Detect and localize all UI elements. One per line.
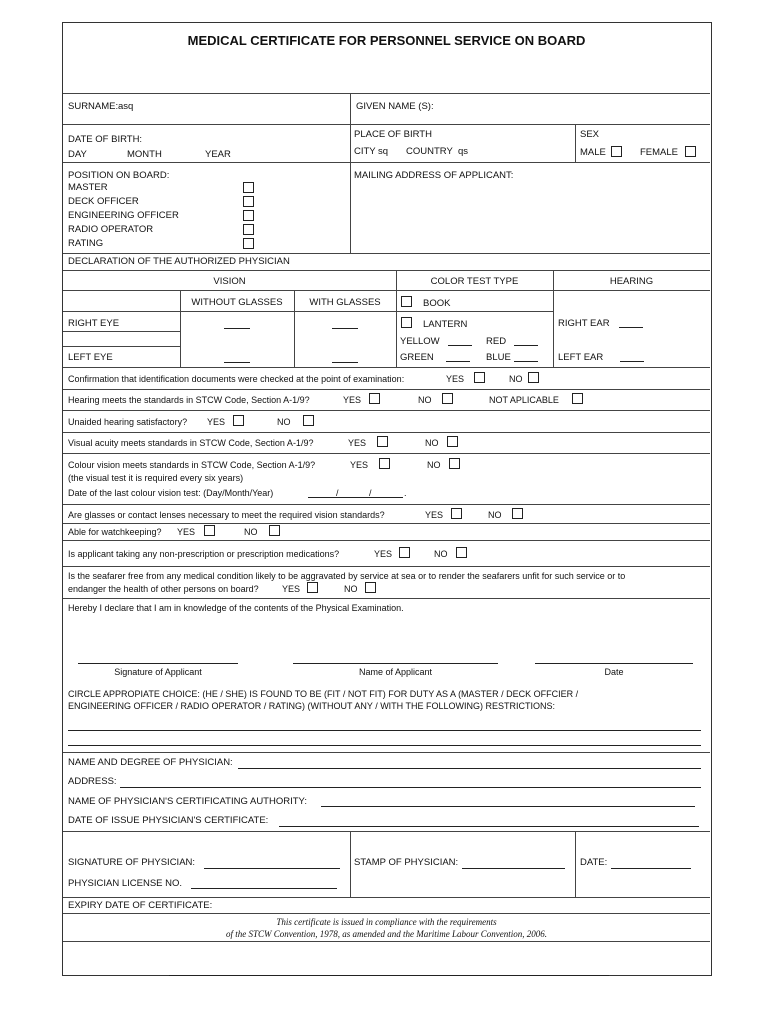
q9-yes-label: YES bbox=[282, 584, 301, 594]
colour-vision-test-date-field[interactable] bbox=[308, 497, 403, 498]
q8-yes-label: YES bbox=[374, 549, 393, 559]
left-eye-with-glasses-field[interactable] bbox=[332, 362, 358, 363]
vision-header: VISION bbox=[213, 276, 246, 287]
q6-glasses-text: Are glasses or contact lenses necessary to meet the required vision standards? bbox=[68, 510, 385, 520]
physician-date-label: DATE: bbox=[580, 857, 608, 868]
certificating-authority-field[interactable] bbox=[321, 806, 695, 807]
q3-no-label: NO bbox=[277, 417, 291, 427]
q7-watchkeeping-text: Able for watchkeeping? bbox=[68, 527, 162, 537]
q2-yes-checkbox[interactable] bbox=[369, 393, 380, 404]
q7-no-checkbox[interactable] bbox=[269, 525, 280, 536]
dob-year-label: YEAR bbox=[205, 149, 231, 160]
book-checkbox[interactable] bbox=[401, 296, 412, 307]
physician-license-label: PHYSICIAN LICENSE NO. bbox=[68, 878, 183, 889]
q5-date-label: Date of the last colour vision test: (Day/Month/Year) bbox=[68, 488, 274, 498]
green-field[interactable] bbox=[446, 361, 470, 362]
physician-address-field[interactable] bbox=[120, 787, 701, 788]
declaration-label: DECLARATION OF THE AUTHORIZED PHYSICIAN bbox=[68, 256, 290, 267]
red-label: RED bbox=[486, 336, 507, 347]
q2-no-checkbox[interactable] bbox=[442, 393, 453, 404]
q4-yes-label: YES bbox=[348, 438, 367, 448]
surname-field[interactable]: asq bbox=[118, 101, 134, 112]
physician-license-field[interactable] bbox=[191, 888, 337, 889]
right-ear-label: RIGHT EAR bbox=[558, 318, 610, 329]
q6-no-label: NO bbox=[488, 510, 502, 520]
date-label: Date bbox=[604, 667, 624, 677]
position-engineering-officer-checkbox[interactable] bbox=[243, 210, 254, 221]
position-deck-officer-checkbox[interactable] bbox=[243, 196, 254, 207]
yellow-field[interactable] bbox=[448, 345, 472, 346]
country-field[interactable]: qs bbox=[458, 146, 469, 157]
applicant-name-line[interactable] bbox=[293, 663, 498, 664]
q1-no-label: NO bbox=[509, 374, 523, 384]
q3-yes-label: YES bbox=[207, 417, 226, 427]
blue-field[interactable] bbox=[514, 361, 538, 362]
q5-no-label: NO bbox=[427, 460, 441, 470]
physician-stamp-label: STAMP OF PHYSICIAN: bbox=[354, 857, 459, 868]
q5-yes-checkbox[interactable] bbox=[379, 458, 390, 469]
compliance-statement-2: of the STCW Convention, 1978, as amended and the Maritime Labour Convention, 2006. bbox=[226, 929, 547, 939]
place-of-birth-label: PLACE OF BIRTH bbox=[354, 129, 432, 140]
compliance-statement: This certificate is issued in compliance with the requirements bbox=[276, 917, 497, 927]
right-eye-label: RIGHT EYE bbox=[68, 318, 120, 329]
q8-yes-checkbox[interactable] bbox=[399, 547, 410, 558]
left-ear-field[interactable] bbox=[620, 361, 644, 362]
q9-yes-checkbox[interactable] bbox=[307, 582, 318, 593]
position-radio-operator-checkbox[interactable] bbox=[243, 224, 254, 235]
q4-yes-checkbox[interactable] bbox=[377, 436, 388, 447]
q6-no-checkbox[interactable] bbox=[512, 508, 523, 519]
q1-no-checkbox[interactable] bbox=[528, 372, 539, 383]
restrictions-line-2[interactable] bbox=[68, 745, 701, 746]
signature-of-applicant-label: Signature of Applicant bbox=[114, 667, 202, 677]
position-master-checkbox[interactable] bbox=[243, 182, 254, 193]
name-of-applicant-label: Name of Applicant bbox=[358, 667, 433, 677]
position-engineering-officer-label: ENGINEERING OFFICER bbox=[68, 210, 179, 221]
physician-signature-field[interactable] bbox=[204, 868, 340, 869]
circle-choice-text-2: ENGINEERING OFFICER / RADIO OPERATOR / RATING) (WITHOUT ANY / WITH THE FOLLOWING) RESTRICTIONS: bbox=[68, 701, 556, 711]
physician-name-degree-label: NAME AND DEGREE OF PHYSICIAN: bbox=[68, 757, 233, 768]
q8-medications-text: Is applicant taking any non-prescription or prescription medications? bbox=[68, 549, 340, 559]
left-ear-label: LEFT EAR bbox=[558, 352, 604, 363]
q9-no-label: NO bbox=[344, 584, 358, 594]
hereby-declaration-text: Hereby I declare that I am in knowledge of the contents of the Physical Examination. bbox=[68, 603, 404, 613]
applicant-signature-line[interactable] bbox=[78, 663, 238, 664]
color-test-header: COLOR TEST TYPE bbox=[430, 276, 519, 287]
restrictions-line-1[interactable] bbox=[68, 730, 701, 731]
q1-yes-label: YES bbox=[446, 374, 465, 384]
q5-yes-label: YES bbox=[350, 460, 369, 470]
q1-identification-text: Confirmation that identification documents were checked at the point of examination: bbox=[68, 374, 405, 384]
form-title: MEDICAL CERTIFICATE FOR PERSONNEL SERVICE ON BOARD bbox=[187, 33, 586, 48]
q6-yes-label: YES bbox=[425, 510, 444, 520]
position-master-label: MASTER bbox=[68, 182, 108, 193]
position-rating-label: RATING bbox=[68, 238, 104, 249]
with-glasses-header: WITH GLASSES bbox=[309, 297, 381, 308]
applicant-date-line[interactable] bbox=[535, 663, 693, 664]
physician-address-label: ADDRESS: bbox=[68, 776, 117, 787]
country-label: COUNTRY bbox=[406, 146, 453, 157]
right-eye-without-glasses-field[interactable] bbox=[224, 328, 250, 329]
q3-yes-checkbox[interactable] bbox=[233, 415, 244, 426]
mailing-address-label: MAILING ADDRESS OF APPLICANT: bbox=[354, 170, 514, 181]
q3-unaided-hearing-text: Unaided hearing satisfactory? bbox=[68, 417, 188, 427]
q5-note-text: (the visual test it is required every six years) bbox=[68, 473, 244, 483]
q5-no-checkbox[interactable] bbox=[449, 458, 460, 469]
left-eye-without-glasses-field[interactable] bbox=[224, 362, 250, 363]
red-field[interactable] bbox=[514, 345, 538, 346]
expiry-date-label: EXPIRY DATE OF CERTIFICATE: bbox=[68, 900, 213, 911]
dob-day-label: DAY bbox=[68, 149, 87, 160]
blue-label: BLUE bbox=[486, 352, 511, 363]
dob-month-label: MONTH bbox=[127, 149, 162, 160]
q2-not-applicable-label: NOT APLICABLE bbox=[489, 395, 559, 405]
surname-label: SURNAME: bbox=[68, 101, 119, 112]
certificating-authority-label: NAME OF PHYSICIAN'S CERTIFICATING AUTHORITY: bbox=[68, 796, 307, 807]
lantern-checkbox[interactable] bbox=[401, 317, 412, 328]
medical-certificate-form: MEDICAL CERTIFICATE FOR PERSONNEL SERVICE ON BOARD SURNAME: asq GIVEN NAME (S): DATE OF BIRTH: DAY MONTH YEAR PLACE OF BIRTH CITY sq COUNTRY qs SEX MALE FEMALE POSITION ON BOARD: MASTER DECK OFFICER ENGINEERING OFFICER RADIO OPERATOR RATING MAILING ADDRESS OF APPLICANT: DECLARATION OF THE AUTHORIZED PHYSICIAN VISION COLOR TEST TYPE HEARING WITHOUT GLASSES WITH GLASSES RIGHT EYE LEFT EYE BOOK LANTERN YELLOW RED GREEN BLUE RIGHT EAR LEFT EAR Confirmation that identification documents were checked at the point of examination: YES NO Hearing meets the standards in STCW Code, Section A-1/9? YES NO NOT APLICABLE Unaided hearing satisfactory? YES NO Visual acuity meets standards in STCW Code, Section A-1/9? YES NO Colour vision meets standards in STCW Code, Section A-1/9? YES NO (the visual test it is required every six years) Date of the last colour vision test: (Day/Month/Year) / / . Are glasses or contact lenses necessary to meet the required vision standards? YES NO Able for watchkeeping? YES NO Is applicant taking any non-prescription or prescription medications? YES NO Is the seafarer free from any medical condition likely to be aggravated by service at sea or to render the seafarers unfit for such service or to endanger the health of other persons on board? YES NO Hereby I declare that I am in knowledge of the contents of the Physical Examination. Signature of Applicant Name of Applicant Date CIRCLE APPROPIATE CHOICE: (HE / SHE) IS FOUND TO BE (FIT / NOT FIT) FOR DUTY AS A (MASTER / DECK OFFCIER / ENGINEERING OFFICER / RADIO OPERATOR / RATING) (WITHOUT ANY / WITH THE FOLLOWING) RESTRICTIONS: NAME AND DEGREE OF PHYSICIAN: ADDRESS: NAME OF PHYSICIAN'S CERTIFICATING AUTHORITY: DATE OF ISSUE PHYSICIAN'S CERTIFICATE: SIGNATURE OF PHYSICIAN: STAMP OF PHYSICIAN: DATE: PHYSICIAN LICENSE NO. EXPIRY DATE OF CERTIFICATE: This certificate is issued in compliance with the requirements of the STCW Convention, 1978, as amended and the Maritime Labour Convention, 2006. bbox=[62, 22, 712, 976]
circle-choice-text: CIRCLE APPROPIATE CHOICE: (HE / SHE) IS FOUND TO BE (FIT / NOT FIT) FOR DUTY AS A (MASTER / DECK OFFCIER / bbox=[68, 689, 579, 699]
hearing-header: HEARING bbox=[609, 276, 654, 287]
lantern-label: LANTERN bbox=[423, 319, 468, 330]
male-label: MALE bbox=[580, 147, 606, 158]
q8-no-checkbox[interactable] bbox=[456, 547, 467, 558]
q9-medical-condition-text-2: endanger the health of other persons on board? bbox=[68, 584, 259, 594]
given-name-label: GIVEN NAME (S): bbox=[356, 101, 434, 112]
without-glasses-header: WITHOUT GLASSES bbox=[191, 297, 283, 308]
position-label: POSITION ON BOARD: bbox=[68, 170, 170, 181]
position-deck-officer-label: DECK OFFICER bbox=[68, 196, 139, 207]
q7-yes-label: YES bbox=[177, 527, 196, 537]
left-eye-label: LEFT EYE bbox=[68, 352, 113, 363]
position-radio-operator-label: RADIO OPERATOR bbox=[68, 224, 154, 235]
female-checkbox[interactable] bbox=[685, 146, 696, 157]
q7-no-label: NO bbox=[244, 527, 258, 537]
position-rating-checkbox[interactable] bbox=[243, 238, 254, 249]
physician-signature-label: SIGNATURE OF PHYSICIAN: bbox=[68, 857, 196, 868]
right-ear-field[interactable] bbox=[619, 327, 643, 328]
green-label: GREEN bbox=[400, 352, 434, 363]
q2-yes-label: YES bbox=[343, 395, 362, 405]
q1-yes-checkbox[interactable] bbox=[474, 372, 485, 383]
q9-medical-condition-text: Is the seafarer free from any medical condition likely to be aggravated by service at sea or to render the seafarers unfit for such service or to bbox=[68, 571, 626, 581]
q6-yes-checkbox[interactable] bbox=[451, 508, 462, 519]
right-eye-with-glasses-field[interactable] bbox=[332, 328, 358, 329]
q2-no-label: NO bbox=[418, 395, 432, 405]
q8-no-label: NO bbox=[434, 549, 448, 559]
q4-no-checkbox[interactable] bbox=[447, 436, 458, 447]
q5-colour-vision-text: Colour vision meets standards in STCW Code, Section A-1/9? bbox=[68, 460, 316, 470]
city-field[interactable]: sq bbox=[378, 146, 389, 157]
q3-no-checkbox[interactable] bbox=[303, 415, 314, 426]
q9-no-checkbox[interactable] bbox=[365, 582, 376, 593]
bottom-line bbox=[169, 975, 609, 976]
q4-no-label: NO bbox=[425, 438, 439, 448]
q7-yes-checkbox[interactable] bbox=[204, 525, 215, 536]
date-of-issue-field[interactable] bbox=[279, 826, 699, 827]
physician-date-field[interactable] bbox=[611, 868, 691, 869]
female-label: FEMALE bbox=[640, 147, 679, 158]
yellow-label: YELLOW bbox=[400, 336, 440, 347]
q2-hearing-standards-text: Hearing meets the standards in STCW Code, Section A-1/9? bbox=[68, 395, 310, 405]
city-label: CITY bbox=[354, 146, 376, 157]
date-of-issue-label: DATE OF ISSUE PHYSICIAN'S CERTIFICATE: bbox=[68, 815, 269, 826]
male-checkbox[interactable] bbox=[611, 146, 622, 157]
q4-visual-acuity-text: Visual acuity meets standards in STCW Code, Section A-1/9? bbox=[68, 438, 314, 448]
physician-stamp-field[interactable] bbox=[462, 868, 565, 869]
physician-name-degree-field[interactable] bbox=[238, 768, 701, 769]
dob-label: DATE OF BIRTH: bbox=[68, 134, 143, 145]
book-label: BOOK bbox=[423, 298, 451, 309]
sex-label: SEX bbox=[580, 129, 600, 140]
q2-not-applicable-checkbox[interactable] bbox=[572, 393, 583, 404]
